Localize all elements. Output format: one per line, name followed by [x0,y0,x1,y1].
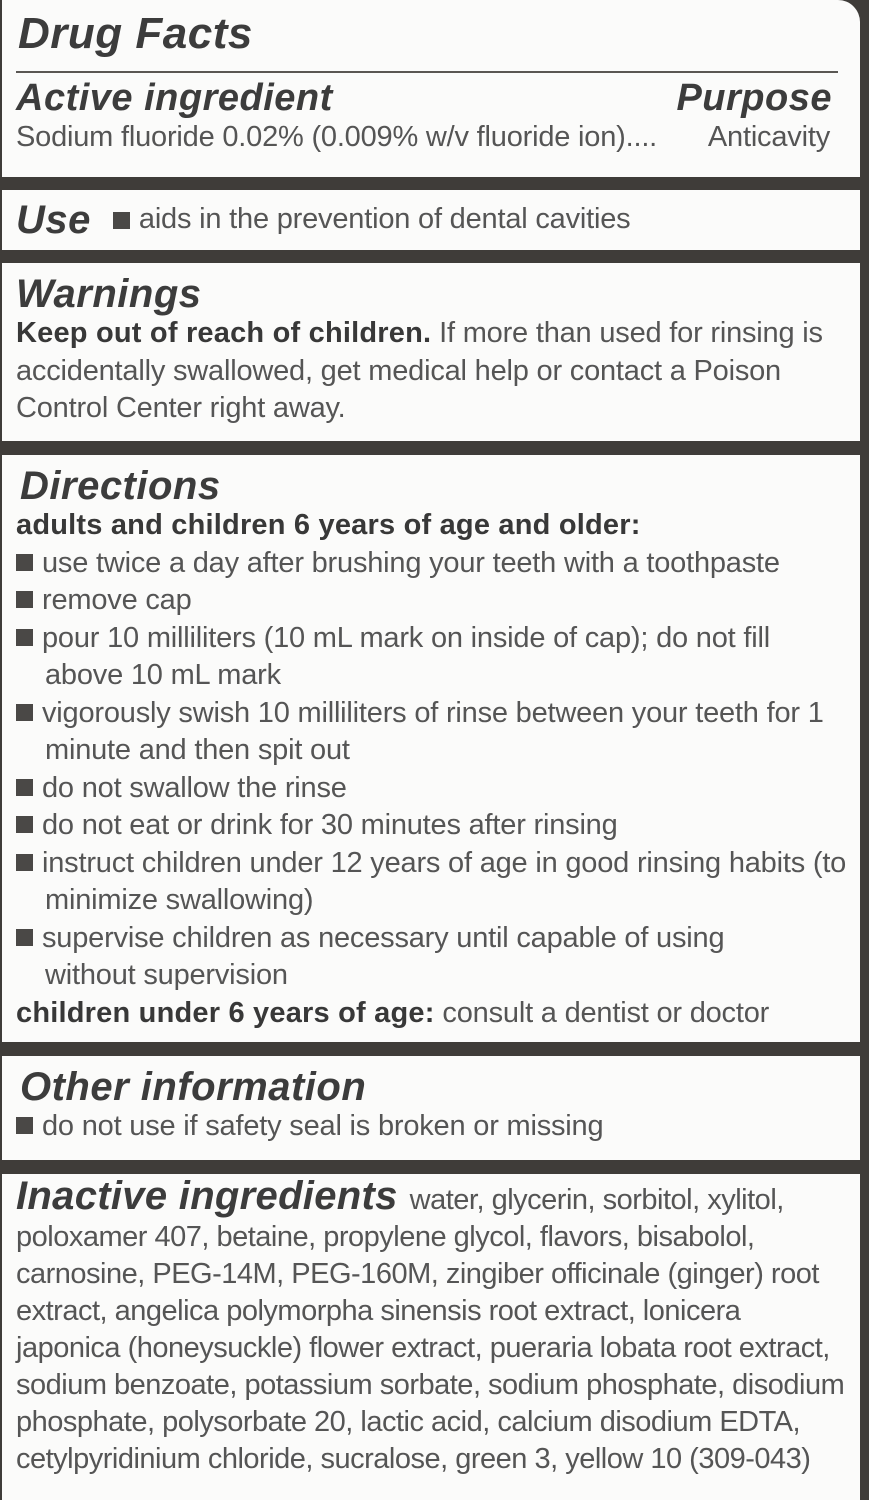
warnings-text: If more than used for rinsing is accidentally swallowed, get medical help or contact a Poison Control Center right away. [16,317,823,424]
children-text: consult a dentist or doctor [434,996,770,1029]
direction-item: do not eat or drink for 30 minutes after rinsing [16,807,852,845]
bullet-icon [16,929,33,946]
warnings-heading: Warnings [16,272,202,316]
directions-section [2,455,860,1042]
other-info-item: do not use if safety seal is broken or missing [16,1108,852,1146]
direction-item: vigorously swish 10 milliliters of rinse between your teeth for 1 minute and then spit out [16,695,852,770]
bullet-icon [16,554,33,571]
other-information-heading: Other information [20,1065,367,1109]
drug-facts-title: Drug Facts [18,9,253,58]
inactive-ingredients-section [2,1174,860,1500]
inactive-ingredients-text: water, glycerin, sorbitol, xylitol, poloxamer 407, betaine, propylene glycol, flavors, bisabolol, carnosine, PEG-14M, PEG-160M, zingiber officinale (ginger) root extract, angelica polymorpha sinensis root extract, lonicera japonica (honeysuckle) flower extract, pueraria lobata root extract, sodium benzoate, potassium sorbate, sodium phosphate, disodium phosphate, polysorbate 20, lactic acid, calcium disodium EDTA, cetylpyridinium chloride, sucralose, green 3, yellow 10 (309-043) [16,1184,845,1475]
direction-item: instruct children under 12 years of age in good rinsing habits (to minimize swallowing) [16,845,852,920]
use-text: aids in the prevention of dental cavities [138,203,631,236]
bullet-icon [16,816,33,833]
direction-item: do not swallow the rinse [16,770,852,808]
warnings-bold-text: Keep out of reach of children. [16,317,432,349]
warnings-section [2,263,860,441]
bullet-icon [16,854,33,871]
active-ingredient-heading: Active ingredient [16,77,333,119]
other-information-section [2,1056,860,1160]
bullet-icon [16,704,33,721]
bullet-icon [113,212,130,229]
direction-item: remove cap [16,582,852,620]
purpose-text: Anticavity [707,121,830,153]
bullet-icon [16,629,33,646]
direction-item: supervise children as necessary until capable of using without supervision [16,920,852,995]
direction-item: pour 10 milliliters (10 mL mark on inside of cap); do not fill above 10 mL mark [16,620,852,695]
children-label: children under 6 years of age: [16,996,435,1029]
purpose-heading: Purpose [676,77,832,119]
leader-dots: .... [625,121,658,153]
inactive-ingredients-heading: Inactive ingredients [16,1174,398,1218]
active-ingredient-section [2,0,860,177]
directions-heading: Directions [20,464,221,508]
adults-label: adults and children 6 years of age and older: [16,509,641,541]
use-section [2,190,860,250]
active-ingredient-text: Sodium fluoride 0.02% (0.009% w/v fluoride ion) [16,121,626,153]
use-heading: Use [16,197,91,242]
bullet-icon [16,591,33,608]
direction-item: use twice a day after brushing your teeth with a toothpaste [16,545,852,583]
bullet-icon [16,779,33,796]
bullet-icon [16,1117,33,1134]
